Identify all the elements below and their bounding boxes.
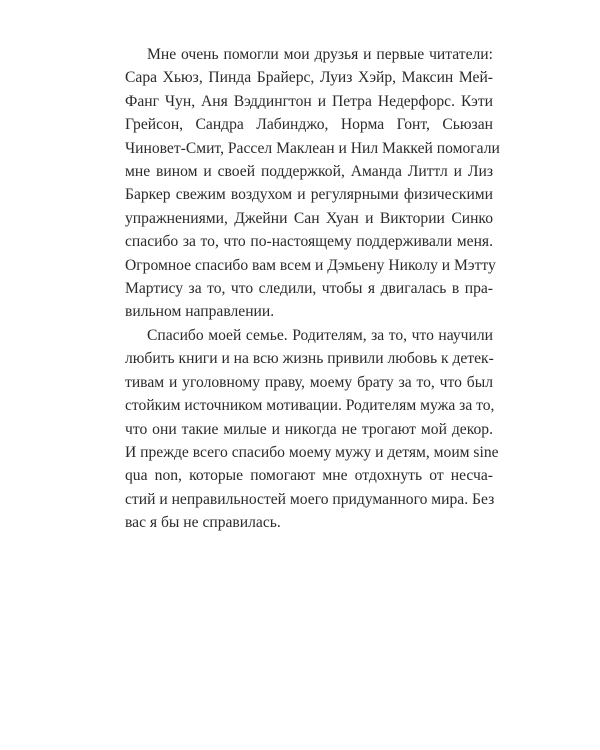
text-line: любить книги и на всю жизнь привили любовь к детек-: [125, 350, 494, 368]
text-line: Фанг Чун, Аня Вэддингтон и Петра Недерфорс. Кэти: [125, 92, 493, 110]
text-line: стий и неправильностей моего придуманного мира. Без: [125, 490, 495, 508]
text-line: Чиновет-Смит, Рассел Маклеан и Нил Маккей помогали: [125, 139, 500, 157]
text-line: Грейсон, Сандра Лабинджо, Норма Гонт, Сьюзан: [125, 116, 493, 134]
paragraph-friends: [103, 43, 500, 324]
acknowledgements-text: [103, 43, 500, 535]
text-line: Сара Хьюз, Пинда Брайерс, Луиз Хэйр, Максин Мей-: [125, 69, 493, 87]
paragraph-family: [103, 324, 499, 535]
text-line: Баркер свежим воздухом и регулярными физическими: [125, 186, 493, 204]
text-line: Огромное спасибо вам всем и Дэмьену Николу и Мэтту: [125, 256, 496, 274]
text-line: вас я бы не справилась.: [125, 514, 281, 532]
text-line: тивам и уголовному праву, моему брату за то, что был: [125, 373, 493, 391]
text-line: упражнениями, Джейни Сан Хуан и Виктории Синко: [125, 209, 493, 227]
text-line: Мне очень помогли мои друзья и первые читатели:: [147, 46, 493, 63]
text-line: вильном направлении.: [125, 303, 275, 321]
text-line: Мартису за то, что следили, чтобы я двигалась в пра-: [125, 280, 493, 298]
text-line: что они такие милые и никогда не трогают мой декор.: [125, 420, 493, 438]
text-line: qua non, которые помогают мне отдохнуть от несча-: [125, 467, 493, 485]
text-line: мне вином и своей поддержкой, Аманда Литтл и Лиз: [125, 163, 493, 181]
text-line: И прежде всего спасибо моему мужу и детям, моим sine: [125, 443, 499, 461]
text-line: стойким источником мотивации. Родителям мужа за то,: [125, 397, 495, 415]
text-line: спасибо за то, что по-настоящему поддерживали меня.: [125, 233, 493, 251]
text-line: Спасибо моей семье. Родителям, за то, что научили: [147, 326, 493, 344]
